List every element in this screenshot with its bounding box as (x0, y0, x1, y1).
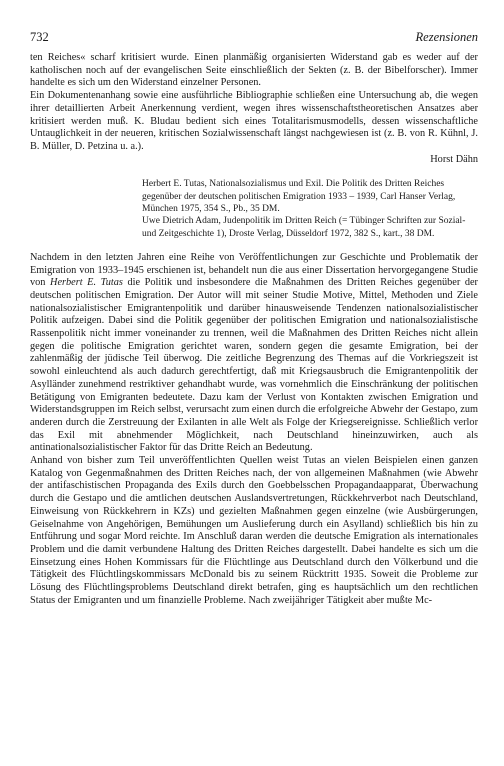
review-two-paragraph-2: Anhand von bisher zum Teil unveröffentlichten Quellen weist Tutas an vielen Beispielen einen ganzen Katalog von Gegenmaßnahmen des Dritten Reiches nach, der von allgemeinen Maßnahmen (wie Abwehr der antifaschistischen Propaganda des Exils durch den Goebbelsschen Propagandaapparat, Überwachung durch die Gestapo und die amtlichen deutschen Auslandsvertretungen, Rückkehrverbot nach Deutschland, Einweisung von Rückkehrern in KZs) und gezielten Maßnahmen gegen einzelne (wie Ausbürgerungen, Geiselnahme von Angehörigen, Bemühungen um Auslieferung durch ein Asylland) schließlich bis hin zu Entführung und sogar Mord reichte. Im Anschluß daran werden die deutsche Emigration als internationales Problem und die damit verbundene Haltung des Dritten Reiches dargestellt. Dabei handelte es sich um die Einsetzung eines Hohen Kommissars für die Flüchtlinge aus Deutschland durch den Völkerbund und die Tätigkeit des Flüchtlingskommissars McDonald bis zu seinem Rücktritt 1935. Soweit die Probleme zur Lösung des Flüchtlingsproblems Deutschland direkt betrafen, ging es hauptsächlich um den rechtlichen Status der Emigranten und um finanzielle Probleme. Nach zweijähriger Tätigkeit aber mußte Mc- (30, 455, 478, 606)
review-two-paragraph-1 (30, 252, 478, 455)
review-two-paragraph-1-rest: die Politik und insbesondere die Maßnahmen des Dritten Reiches gegenüber der deutschen politischen Emigration. Der Autor will mit seiner Studie Motive, Mittel, Methoden und Ziele nationalsozialistischer Emigrantenpolitik und darüber hinausweisende Tendenzen nationalsozialistischer Politik aufzeigen. Dabei sind die Politik gegenüber der politischen Emigration und nationalsozialistische Rassenpolitik nicht immer voneinander zu trennen, weil die Maßnahmen des Dritten Reiches nicht allein gegen die politische Emigration gerichtet waren, sondern gegen die gesamte Emigration, bei der zahlenmäßig der jüdische Teil überwog. Die zeitliche Begrenzung des Themas auf die Vorkriegszeit ist sowohl einleuchtend als auch dadurch gerechtfertigt, daß mit Kriegsausbruch die Emigrantenpolitik der Asylländer zunehmend restriktiver gehandhabt wurde, was vornehmlich die Einschränkung der politischen Betätigung von Emigranten bedeutete. Dazu kam der Verlust von Kontakten zwischen Emigration und Widerstandsgruppen im Reich selbst, verursacht zum einen durch die erfolgreiche Abwehr der Gestapo, zum anderen durch die Zerstreuung der Exilanten in alle Welt als Folge der Kriegsereignisse. Schließlich verlor das Exil mit abnehmender Möglichkeit, nach Deutschland hineinzuwirken, auch als antinationalsozialistischer Faktor für das Dritte Reich an Bedeutung. (30, 277, 478, 454)
review-one-text (30, 52, 478, 154)
page-header (30, 30, 478, 52)
review-two-text (30, 252, 478, 608)
bibliography-entry-tutas: Herbert E. Tutas, Nationalsozialismus und Exil. Die Politik des Dritten Reiches gegenüber der deutschen politischen Emigration 1933 – 1939, Carl Hanser Verlag, München 1975, 354 S., Pb., 35 DM. (142, 179, 456, 214)
reviewer-signature: Horst Dähn (430, 153, 478, 165)
review-one-paragraph-2: Ein Dokumentenanhang sowie eine ausführliche Bibliographie schließen eine Untersuchung ab, die wegen ihrer detaillierten Arbeit Anerkennung verdient, wegen ihres wissenschaftstheoretischen Ansatzes aber kritisiert werden muß. K. Bludau bedient sich eines Totalitarismusmodells, dessen wissenschaftliche Untauglichkeit in der neueren, kritischen Sozialwissenschaft längst nachgewiesen ist (z. B. von R. Kühnl, J. B. Müller, D. Petzina u. a.). (30, 90, 478, 152)
bibliography-entry-adam: Uwe Dietrich Adam, Judenpolitik im Dritten Reich (= Tübinger Schriften zur Sozial- und Zeitgeschichte 1), Droste Verlag, Düsseldorf 1972, 382 S., kart., 38 DM. (142, 216, 466, 239)
page-number: 732 (30, 30, 49, 44)
review-two-paragraph-1-start: Nachdem in den letzten Jahren eine Reihe von Veröffentlichungen zur Geschichte und Problematik der Emigration von 1933–1945 erschienen ist, behandelt nun die aus einer Dissertation hervorgegangene Studie von (30, 251, 478, 289)
review-one-paragraph-1: ten Reiches« scharf kritisiert wurde. Einen planmäßig organisierten Widerstand gab es weder auf der katholischen noch auf der evangelischen Seite einschließlich der Sekten (z. B. der Bibelforscher). Immer handelte es sich um den Widerstand einzelner Personen. (30, 52, 478, 89)
running-head: Rezensionen (415, 30, 478, 44)
bibliographic-entries (142, 178, 478, 239)
author-name-emphasis: Herbert E. Tutas (50, 277, 123, 289)
